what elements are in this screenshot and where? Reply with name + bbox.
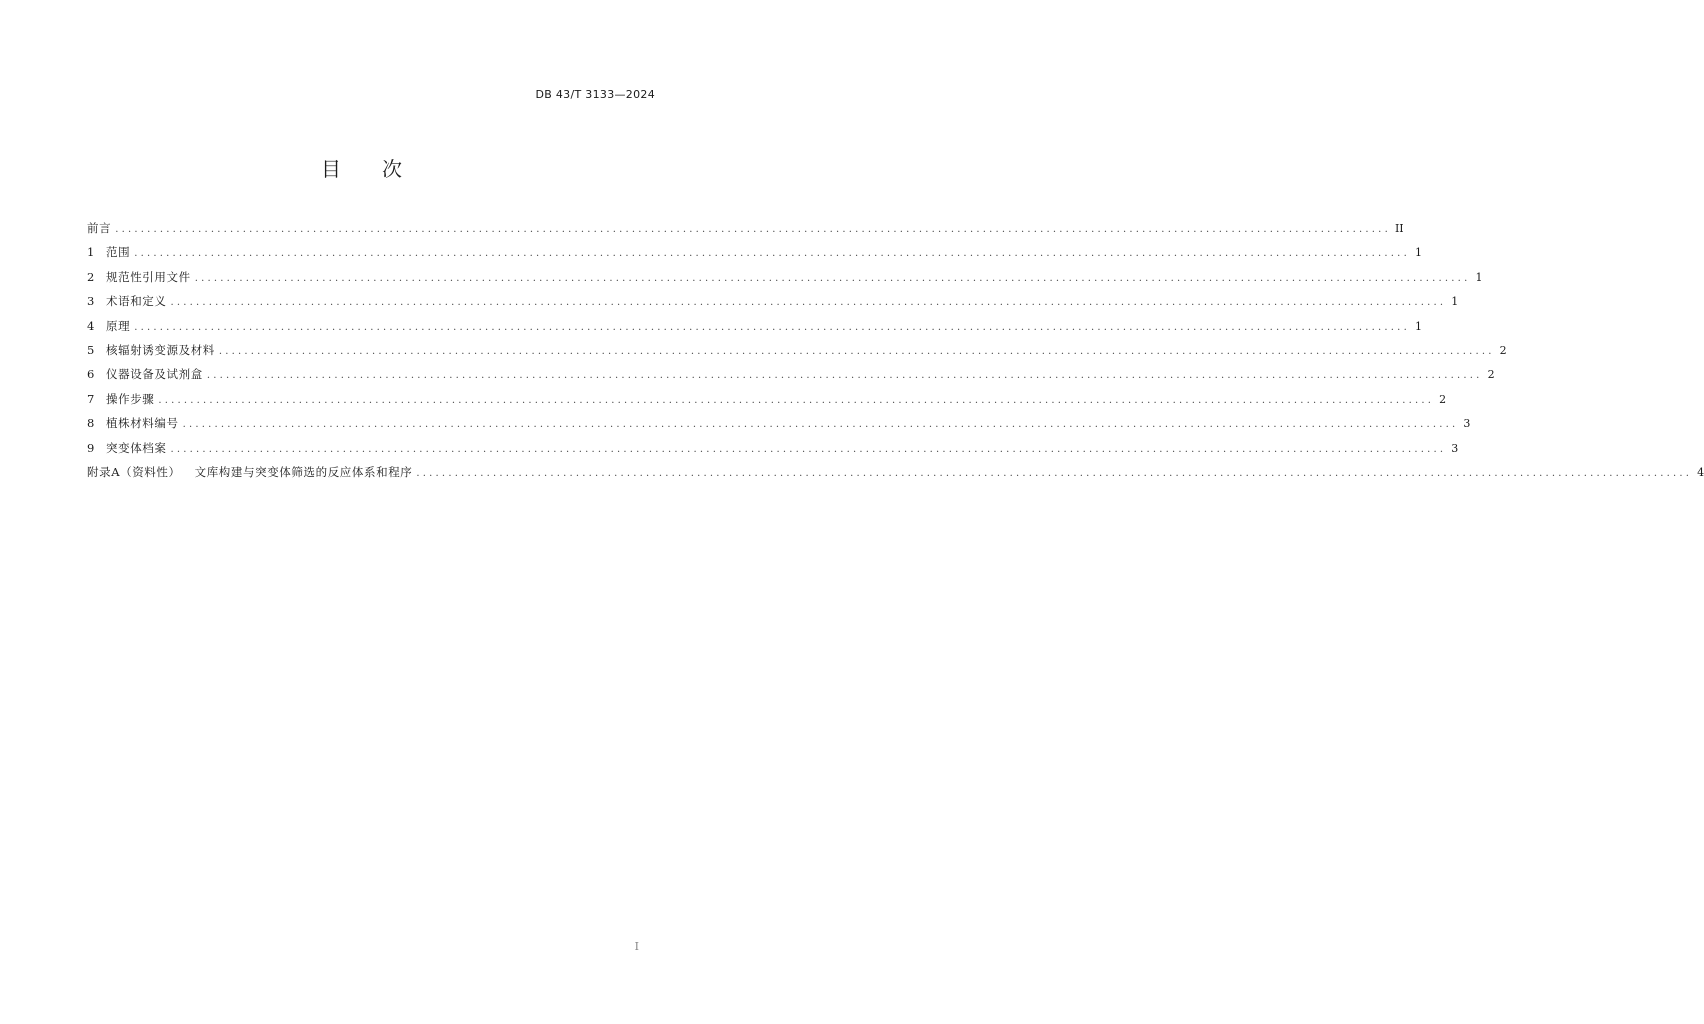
toc-entry-number: 5	[87, 342, 95, 357]
toc-entry-number: 2	[87, 269, 95, 284]
toc-entry-number: 3	[87, 294, 95, 309]
document-code: DB 43/T 3133—2024	[535, 88, 655, 101]
page-number: I	[634, 940, 639, 953]
toc-entry-label	[87, 462, 412, 482]
toc-leader-dots: ........................................................................................................................................................................................................	[115, 224, 1391, 235]
toc-entry-mutagen-sources[interactable]	[87, 340, 1507, 364]
toc-entry-number: 6	[87, 367, 95, 382]
toc-entry-page: 3	[1463, 417, 1471, 431]
page-title	[0, 153, 724, 182]
toc-leader-dots: ........................................................................................................................................................................................................	[182, 419, 1459, 431]
toc-entry-label: 操作步骤	[106, 391, 155, 406]
toc-entry-label: 规范性引用文件	[106, 269, 191, 284]
toc-entry-label: 植株材料编号	[106, 416, 179, 431]
toc-entry-page: 1	[1414, 246, 1422, 260]
toc-entry-number: 7	[87, 391, 95, 406]
table-of-contents	[87, 218, 1704, 486]
toc-entry-number: 4	[87, 318, 95, 333]
toc-entry-page: 2	[1499, 343, 1507, 357]
toc-entry-label: 术语和定义	[106, 294, 167, 309]
toc-entry-procedure[interactable]	[87, 389, 1447, 413]
toc-entry-label: 核辐射诱变源及材料	[106, 342, 215, 357]
toc-leader-dots: ........................................................................................................................................................................................................	[218, 345, 1495, 357]
toc-leader-dots: ........................................................................................................................................................................................................	[170, 297, 1447, 309]
toc-entry-label: 前言	[87, 221, 112, 235]
toc-leader-dots: ........................................................................................................................................................................................................	[134, 321, 1410, 333]
title-char-1: 目	[321, 157, 342, 181]
toc-entry-normative-references[interactable]	[87, 267, 1483, 291]
title-char-2: 次	[382, 157, 403, 181]
toc-entry-plant-numbering[interactable]	[87, 413, 1471, 437]
toc-leader-dots: ........................................................................................................................................................................................................	[416, 467, 1693, 479]
toc-entry-principle[interactable]	[87, 316, 1422, 340]
toc-entry-label: 突变体档案	[106, 440, 167, 455]
toc-entry-page: 2	[1439, 392, 1447, 406]
appendix-designation: 附录A（资料性）	[87, 464, 181, 479]
toc-leader-dots: ........................................................................................................................................................................................................	[206, 370, 1483, 382]
toc-entry-page: 4	[1697, 465, 1704, 479]
toc-entry-page: 2	[1487, 368, 1495, 382]
toc-entry-appendix-a[interactable]	[87, 462, 1704, 486]
toc-entry-number: 1	[87, 245, 95, 260]
toc-leader-dots: ........................................................................................................................................................................................................	[170, 443, 1447, 455]
toc-entry-terms-definitions[interactable]	[87, 291, 1459, 315]
toc-entry-number: 8	[87, 416, 95, 431]
toc-entry-page: 1	[1475, 270, 1483, 284]
toc-entry-foreword[interactable]	[87, 218, 1404, 242]
toc-entry-page: 1	[1414, 319, 1422, 333]
toc-leader-dots: ........................................................................................................................................................................................................	[134, 248, 1410, 260]
toc-entry-label: 范围	[106, 245, 131, 260]
toc-entry-page: II	[1394, 222, 1404, 235]
toc-leader-dots: ........................................................................................................................................................................................................	[158, 394, 1435, 406]
toc-entry-page: 1	[1451, 295, 1459, 309]
toc-entry-label: 原理	[106, 318, 131, 333]
toc-entry-instruments[interactable]	[87, 364, 1495, 388]
toc-entry-number: 9	[87, 440, 95, 455]
toc-entry-scope[interactable]	[87, 242, 1422, 266]
toc-entry-label: 仪器设备及试剂盒	[106, 367, 203, 382]
toc-leader-dots: ........................................................................................................................................................................................................	[194, 272, 1471, 284]
toc-entry-mutant-archive[interactable]	[87, 438, 1459, 462]
toc-entry-page: 3	[1451, 441, 1459, 455]
appendix-title: 文库构建与突变体筛选的反应体系和程序	[194, 464, 413, 479]
